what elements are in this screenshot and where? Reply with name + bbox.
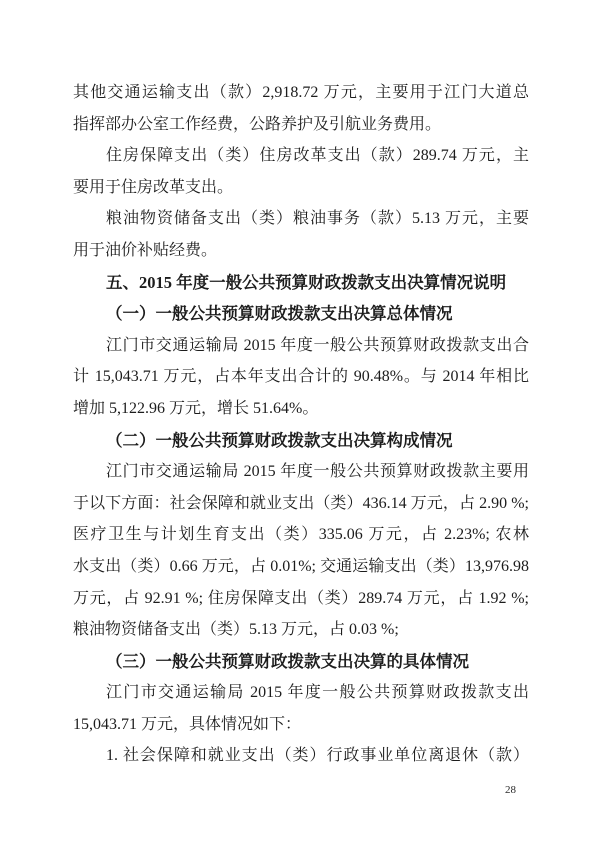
paragraph-line: 于以下方面：社会保障和就业支出（类）436.14 万元，占 2.90 %; — [73, 494, 529, 512]
section-heading: （三）一般公共预算财政拨款支出决算的具体情况 — [106, 651, 469, 671]
paragraph-line: 粮油物资储备支出（类）粮油事务（款）5.13 万元，主要 — [106, 210, 529, 228]
paragraph-line: 医疗卫生与计划生育支出（类）335.06 万元，占 2.23%; 农林 — [73, 526, 529, 544]
paragraph-line: 水支出（类）0.66 万元，占 0.01%; 交通运输支出（类）13,976.98 — [73, 557, 529, 575]
page-number: 28 — [505, 784, 516, 796]
paragraph-line: 江门市交通运输局 2015 年度一般公共预算财政拨款主要用 — [106, 463, 529, 481]
paragraph-line: 指挥部办公室工作经费，公路养护及引航业务费用。 — [73, 115, 442, 133]
paragraph-line: 粮油物资储备支出（类）5.13 万元，占 0.03 %; — [73, 621, 399, 639]
page-content — [73, 77, 529, 772]
paragraph-line: 计 15,043.71 万元，占本年支出合计的 90.48%。与 2014 年相比 — [73, 368, 529, 386]
paragraph-line: 江门市交通运输局 2015 年度一般公共预算财政拨款支出 — [106, 684, 529, 702]
section-heading: 五、2015 年度一般公共预算财政拨款支出决算情况说明 — [106, 272, 507, 292]
paragraph-line: 江门市交通运输局 2015 年度一般公共预算财政拨款支出合 — [106, 336, 529, 354]
section-heading: （一）一般公共预算财政拨款支出决算总体情况 — [106, 304, 453, 324]
paragraph-line: 增加 5,122.96 万元，增长 51.64%。 — [73, 399, 319, 417]
paragraph-line: 1. 社会保障和就业支出（类）行政事业单位离退休（款） — [106, 747, 529, 765]
paragraph-line: 用于油价补贴经费。 — [73, 241, 218, 259]
paragraph-line: 其他交通运输支出（款）2,918.72 万元，主要用于江门大道总 — [73, 84, 529, 101]
paragraph-line: 万元，占 92.91 %; 住房保障支出（类）289.74 万元，占 1.92 %; — [73, 589, 529, 607]
paragraph-line: 住房保障支出（类）住房改革支出（款）289.74 万元，主 — [106, 147, 529, 165]
paragraph-line: 15,043.71 万元，具体情况如下： — [73, 715, 302, 733]
paragraph-line: 要用于住房改革支出。 — [73, 178, 234, 196]
section-heading: （二）一般公共预算财政拨款支出决算构成情况 — [106, 430, 453, 450]
